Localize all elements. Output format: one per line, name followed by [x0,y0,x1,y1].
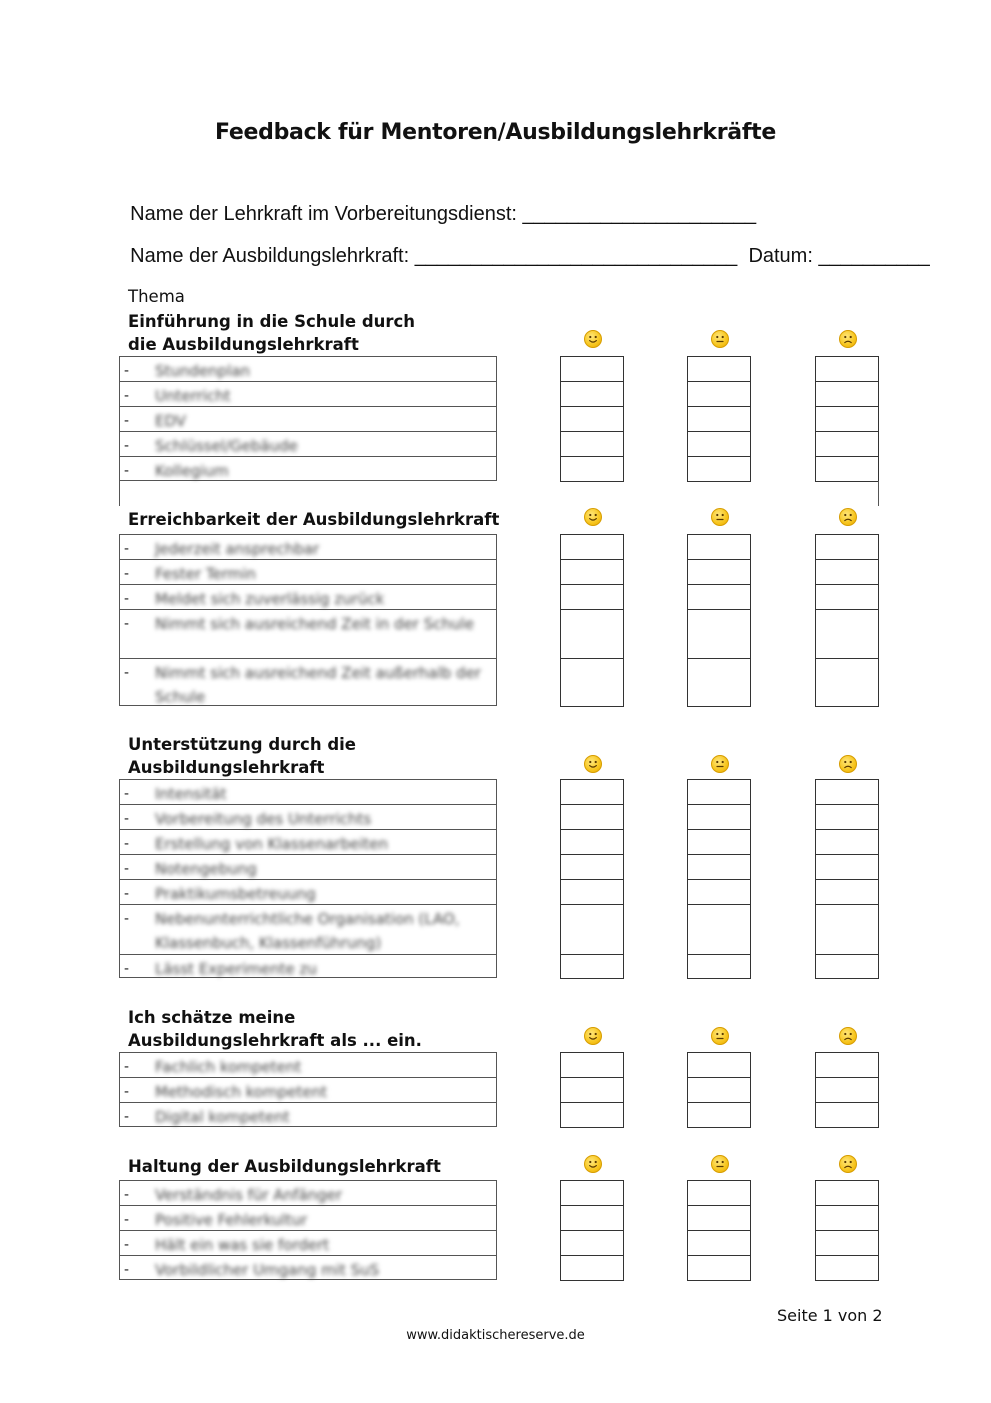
item-label: Digital kompetent [155,1108,290,1126]
rating-checkbox[interactable] [560,954,624,979]
rating-checkbox[interactable] [815,1180,879,1206]
section-title: Unterstützung durch die Ausbildungslehrkraft [128,735,356,777]
rating-column-slightly-frowning-face-icon [815,779,879,978]
item-row [119,1077,497,1102]
bullet-dash: - [124,462,129,479]
rating-column-neutral-face-icon [687,779,751,978]
mentor-name-field[interactable] [119,222,930,268]
section-items [119,356,497,481]
trainee-name-label: Name der Lehrkraft im Vorbereitungsdienst: [130,203,517,225]
rating-checkbox[interactable] [687,658,751,707]
rating-checkbox[interactable] [560,609,624,659]
item-label: Nimmt sich ausreichend Zeit in der Schule [155,615,474,633]
trainee-name-field[interactable] [119,180,756,226]
rating-checkbox[interactable] [815,381,879,407]
rating-column-slightly-smiling-face-icon [560,534,624,706]
rating-checkbox[interactable] [815,406,879,432]
slightly-smiling-face-icon [584,508,602,526]
item-row [119,954,497,978]
mentor-name-blank[interactable]: _____________________________ [414,245,738,267]
neutral-face-icon [711,1155,729,1173]
bullet-dash: - [124,387,129,404]
section-items [119,779,497,978]
rating-column-slightly-frowning-face-icon [815,1052,879,1127]
item-label: Kollegium [155,462,229,480]
rating-checkbox[interactable] [815,804,879,830]
slightly-smiling-face-icon [584,755,602,773]
rating-column-slightly-smiling-face-icon [560,779,624,978]
item-row [119,584,497,609]
slightly-smiling-face-icon [584,1155,602,1173]
footer-url: www.didaktischereserve.de [406,1328,585,1343]
rating-checkbox[interactable] [687,456,751,482]
item-row [119,804,497,829]
section-title: Erreichbarkeit der Ausbildungslehrkraft [128,510,500,529]
date-blank[interactable]: __________ [818,245,930,267]
item-row [119,609,497,658]
rating-checkbox[interactable] [815,584,879,610]
rating-checkbox[interactable] [560,854,624,880]
item-row [119,829,497,854]
section-title: Haltung der Ausbildungslehrkraft [128,1157,441,1176]
rating-checkbox[interactable] [815,1077,879,1103]
rating-checkbox[interactable] [687,431,751,457]
item-label: Nimmt sich ausreichend Zeit außerhalb der Schule [155,664,481,706]
bullet-dash: - [124,835,129,852]
rating-column-slightly-smiling-face-icon [560,1180,624,1280]
item-row [119,406,497,431]
item-label: EDV [155,412,187,430]
item-label: Praktikumsbetreuung [155,885,316,903]
bullet-dash: - [124,412,129,429]
rating-checkbox[interactable] [687,381,751,407]
item-label: Erstellung von Klassenarbeiten [155,835,388,853]
item-label: Hält ein was sie fordert [155,1236,330,1254]
page-title: Feedback für Mentoren/Ausbildungslehrkräfte [215,120,776,145]
neutral-face-icon [711,1027,729,1045]
topic-column-header: Thema [128,287,185,306]
item-row [119,534,497,559]
rating-column-neutral-face-icon [687,1052,751,1127]
slightly-frowning-face-icon [839,755,857,773]
rating-checkbox[interactable] [815,879,879,905]
rating-checkbox[interactable] [687,1205,751,1231]
item-row [119,1052,497,1077]
item-row [119,431,497,456]
rating-checkbox[interactable] [560,779,624,805]
table-border-line [878,481,879,506]
rating-checkbox[interactable] [560,406,624,432]
rating-checkbox[interactable] [815,954,879,979]
rating-checkbox[interactable] [815,431,879,457]
slightly-frowning-face-icon [839,1155,857,1173]
rating-checkbox[interactable] [687,534,751,560]
rating-checkbox[interactable] [560,879,624,905]
rating-checkbox[interactable] [560,1102,624,1128]
item-row [119,904,497,954]
bullet-dash: - [124,1058,129,1075]
page-number: Seite 1 von 2 [777,1306,883,1325]
slightly-smiling-face-icon [584,1027,602,1045]
section-items [119,1052,497,1127]
rating-checkbox[interactable] [560,381,624,407]
rating-checkbox[interactable] [687,1052,751,1078]
rating-checkbox[interactable] [560,431,624,457]
bullet-dash: - [124,885,129,902]
rating-checkbox[interactable] [560,1255,624,1281]
neutral-face-icon [711,755,729,773]
neutral-face-icon [711,330,729,348]
item-row [119,356,497,381]
item-label: Schlüssel/Gebäude [155,437,298,455]
section-items [119,534,497,706]
rating-column-neutral-face-icon [687,1180,751,1280]
bullet-dash: - [124,437,129,454]
rating-checkbox[interactable] [687,829,751,855]
item-row [119,1205,497,1230]
item-label: Intensität [155,785,227,803]
bullet-dash: - [124,590,129,607]
slightly-frowning-face-icon [839,330,857,348]
bullet-dash: - [124,615,129,632]
slightly-frowning-face-icon [839,508,857,526]
item-row [119,1255,497,1280]
rating-checkbox[interactable] [687,904,751,955]
item-label: Lässt Experimente zu [155,960,317,978]
item-label: Verständnis für Anfänger [155,1186,343,1204]
rating-checkbox[interactable] [687,854,751,880]
rating-checkbox[interactable] [687,1180,751,1206]
bullet-dash: - [124,1083,129,1100]
rating-checkbox[interactable] [687,1102,751,1128]
item-label: Fester Termin [155,565,256,583]
bullet-dash: - [124,540,129,557]
item-label: Stundenplan [155,362,251,380]
rating-checkbox[interactable] [687,779,751,805]
bullet-dash: - [124,910,129,927]
rating-checkbox[interactable] [560,559,624,585]
rating-checkbox[interactable] [815,779,879,805]
item-row [119,381,497,406]
rating-checkbox[interactable] [687,609,751,659]
rating-checkbox[interactable] [560,658,624,707]
rating-checkbox[interactable] [687,1255,751,1281]
rating-checkbox[interactable] [687,406,751,432]
trainee-name-blank[interactable]: _____________________ [522,203,757,225]
bullet-dash: - [124,960,129,977]
item-label: Meldet sich zuverlässig zurück [155,590,385,608]
item-label: Jederzeit ansprechbar [155,540,320,558]
rating-column-neutral-face-icon [687,534,751,706]
bullet-dash: - [124,1261,129,1278]
item-label: Notengebung [155,860,257,878]
slightly-smiling-face-icon [584,330,602,348]
bullet-dash: - [124,1211,129,1228]
item-row [119,456,497,481]
rating-checkbox[interactable] [815,534,879,560]
item-row [119,658,497,706]
rating-checkbox[interactable] [815,1052,879,1078]
rating-column-slightly-smiling-face-icon [560,1052,624,1127]
rating-checkbox[interactable] [815,658,879,707]
rating-checkbox[interactable] [815,904,879,955]
item-label: Nebenunterrichtliche Organisation (LAO, Klassenbuch, Klassenführung) [155,910,460,952]
rating-checkbox[interactable] [687,804,751,830]
rating-checkbox[interactable] [560,456,624,482]
slightly-frowning-face-icon [839,1027,857,1045]
rating-column-neutral-face-icon [687,356,751,481]
item-row [119,1180,497,1205]
rating-checkbox[interactable] [687,879,751,905]
rating-checkbox[interactable] [815,356,879,382]
bullet-dash: - [124,785,129,802]
bullet-dash: - [124,860,129,877]
rating-checkbox[interactable] [815,609,879,659]
rating-checkbox[interactable] [687,356,751,382]
date-label: Datum: [748,245,813,267]
neutral-face-icon [711,508,729,526]
item-label: Methodisch kompetent [155,1083,327,1101]
rating-checkbox[interactable] [560,1180,624,1206]
rating-checkbox[interactable] [560,1077,624,1103]
rating-checkbox[interactable] [687,1077,751,1103]
section-title: Einführung in die Schule durch die Ausbildungslehrkraft [128,312,416,354]
rating-checkbox[interactable] [815,1205,879,1231]
bullet-dash: - [124,810,129,827]
rating-checkbox[interactable] [560,1205,624,1231]
rating-checkbox[interactable] [815,1255,879,1281]
rating-checkbox[interactable] [560,1052,624,1078]
table-border-line [119,481,120,506]
item-row [119,779,497,804]
item-label: Unterricht [155,387,231,405]
rating-checkbox[interactable] [687,584,751,610]
rating-column-slightly-smiling-face-icon [560,356,624,481]
rating-column-slightly-frowning-face-icon [815,1180,879,1280]
rating-checkbox[interactable] [560,584,624,610]
section-items [119,1180,497,1280]
mentor-name-label: Name der Ausbildungslehrkraft: [130,245,410,267]
rating-checkbox[interactable] [815,854,879,880]
rating-checkbox[interactable] [560,829,624,855]
rating-checkbox[interactable] [815,559,879,585]
rating-checkbox[interactable] [560,1230,624,1256]
bullet-dash: - [124,664,129,681]
item-row [119,559,497,584]
rating-checkbox[interactable] [560,904,624,955]
rating-checkbox[interactable] [815,1102,879,1128]
rating-checkbox[interactable] [560,534,624,560]
item-label: Positive Fehlerkultur [155,1211,308,1229]
item-row [119,1230,497,1255]
item-row [119,1102,497,1127]
item-label: Fachlich kompetent [155,1058,302,1076]
bullet-dash: - [124,1186,129,1203]
rating-column-slightly-frowning-face-icon [815,356,879,481]
item-label: Vorbereitung des Unterrichts [155,810,372,828]
rating-checkbox[interactable] [815,456,879,482]
rating-checkbox[interactable] [815,1230,879,1256]
bullet-dash: - [124,1236,129,1253]
rating-checkbox[interactable] [687,954,751,979]
item-row [119,854,497,879]
rating-checkbox[interactable] [687,1230,751,1256]
rating-checkbox[interactable] [815,829,879,855]
section-title: Ich schätze meine Ausbildungslehrkraft als ... ein. [128,1008,422,1050]
rating-column-slightly-frowning-face-icon [815,534,879,706]
rating-checkbox[interactable] [560,804,624,830]
bullet-dash: - [124,1108,129,1125]
bullet-dash: - [124,565,129,582]
item-row [119,879,497,904]
item-label: Vorbildlicher Umgang mit SuS [155,1261,380,1279]
rating-checkbox[interactable] [687,559,751,585]
rating-checkbox[interactable] [560,356,624,382]
bullet-dash: - [124,362,129,379]
